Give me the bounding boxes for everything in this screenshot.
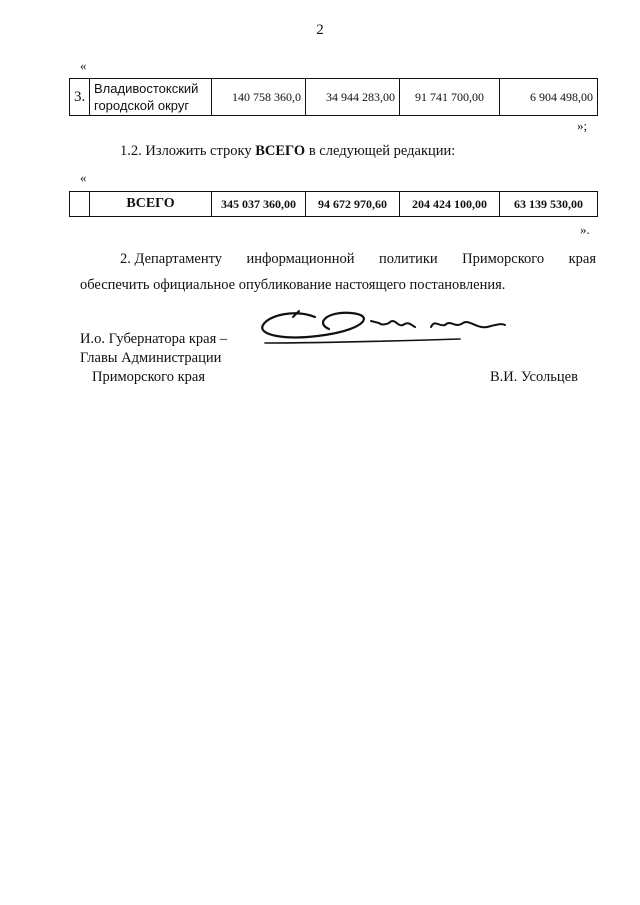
close-quote-1: »; <box>577 118 588 133</box>
district-name: Владивостокский городской округ <box>90 79 212 116</box>
item-1-2-suffix: в следующей редакции: <box>305 143 456 159</box>
item-1-2 <box>120 136 455 166</box>
total-value-2: 94 672 970,60 <box>306 192 400 217</box>
item-2-word: 2. Департаменту <box>120 251 222 267</box>
item-2-word: Приморского <box>462 251 545 267</box>
row-value-3: 91 741 700,00 <box>400 79 500 116</box>
signer-position-line: Приморского края <box>92 369 206 385</box>
page-number: 2 <box>316 22 324 38</box>
table-row <box>70 79 598 116</box>
table-row <box>70 192 598 217</box>
open-quote-1: « <box>80 58 87 73</box>
total-value-4: 63 139 530,00 <box>500 192 598 217</box>
signer-name: В.И. Усольцев <box>490 369 578 385</box>
item-2-word: политики <box>378 251 438 267</box>
signer-position-line: Главы Администрации <box>80 350 222 366</box>
total-value-1: 345 037 360,00 <box>212 192 306 217</box>
item-1-2-prefix: 1.2. Изложить строку <box>120 143 256 159</box>
signature <box>255 303 515 347</box>
item-2-word: края <box>568 251 596 267</box>
open-quote-2: « <box>80 170 87 185</box>
close-quote-2: ». <box>580 222 590 237</box>
total-row-table <box>69 191 598 217</box>
row-value-2: 34 944 283,00 <box>306 79 400 116</box>
total-value-3: 204 424 100,00 <box>400 192 500 217</box>
total-label: ВСЕГО <box>90 192 212 217</box>
item-1-2-bold: ВСЕГО <box>255 143 306 159</box>
district-row-table <box>69 78 598 116</box>
row-value-4: 6 904 498,00 <box>500 79 598 116</box>
signer-position-line: И.о. Губернатора края – <box>80 331 228 347</box>
item-2-line-2: обеспечить официальное опубликование настоящего постановления. <box>80 277 506 293</box>
empty-cell <box>70 192 90 217</box>
row-number: 3. <box>70 79 90 116</box>
item-2-word: информационной <box>246 251 355 267</box>
row-value-1: 140 758 360,0 <box>212 79 306 116</box>
signer-position <box>80 330 227 387</box>
